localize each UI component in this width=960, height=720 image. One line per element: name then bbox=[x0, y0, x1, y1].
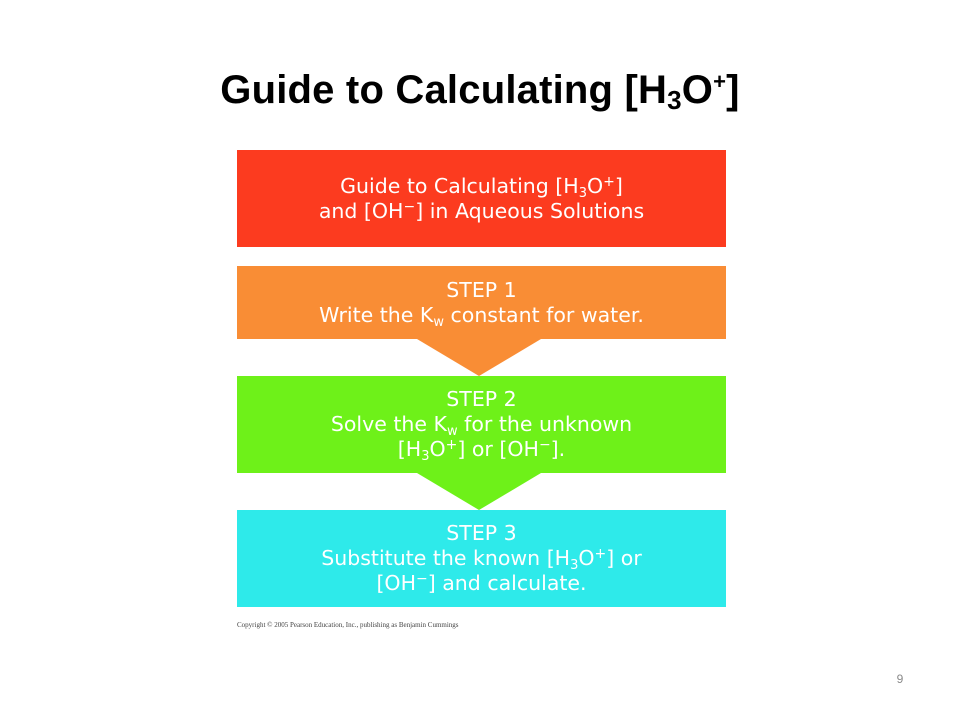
header-line-2: and [OH−] in Aqueous Solutions bbox=[318, 198, 645, 223]
step-3-text-2: [OH−] and calculate. bbox=[376, 571, 587, 595]
step-2-text-1: Solve the $K_w$ for the unknown bbox=[330, 412, 633, 439]
step-2-box bbox=[237, 376, 726, 473]
arrow-1-to-2 bbox=[417, 339, 541, 376]
step-3-label: STEP 3 bbox=[446, 521, 517, 545]
copyright-note: Copyright © 2005 Pearson Education, Inc., publishing as Benjamin Cummings bbox=[237, 621, 459, 629]
slide-title: Guide to Calculating $[H_3O^+]$ bbox=[220, 68, 740, 115]
step-2-text-2: $[H_3O^+]$ or [OH−]. bbox=[397, 437, 566, 464]
step-1-label: STEP 1 bbox=[446, 277, 517, 302]
step-2-label: STEP 2 bbox=[446, 387, 517, 411]
flowchart bbox=[237, 150, 726, 610]
page-number: 9 bbox=[896, 672, 904, 686]
header-line-1: Guide to Calculating $[H_3O^+]$ bbox=[340, 173, 623, 201]
header-box bbox=[237, 150, 726, 247]
step-1-box bbox=[237, 266, 726, 339]
step-3-text-1: Substitute the known $[H_3O^+]$ or bbox=[321, 546, 642, 573]
arrow-2-to-3 bbox=[417, 473, 541, 510]
step-3-box bbox=[237, 510, 726, 607]
step-1-text: Write the $K_w$ constant for water. bbox=[319, 302, 644, 330]
